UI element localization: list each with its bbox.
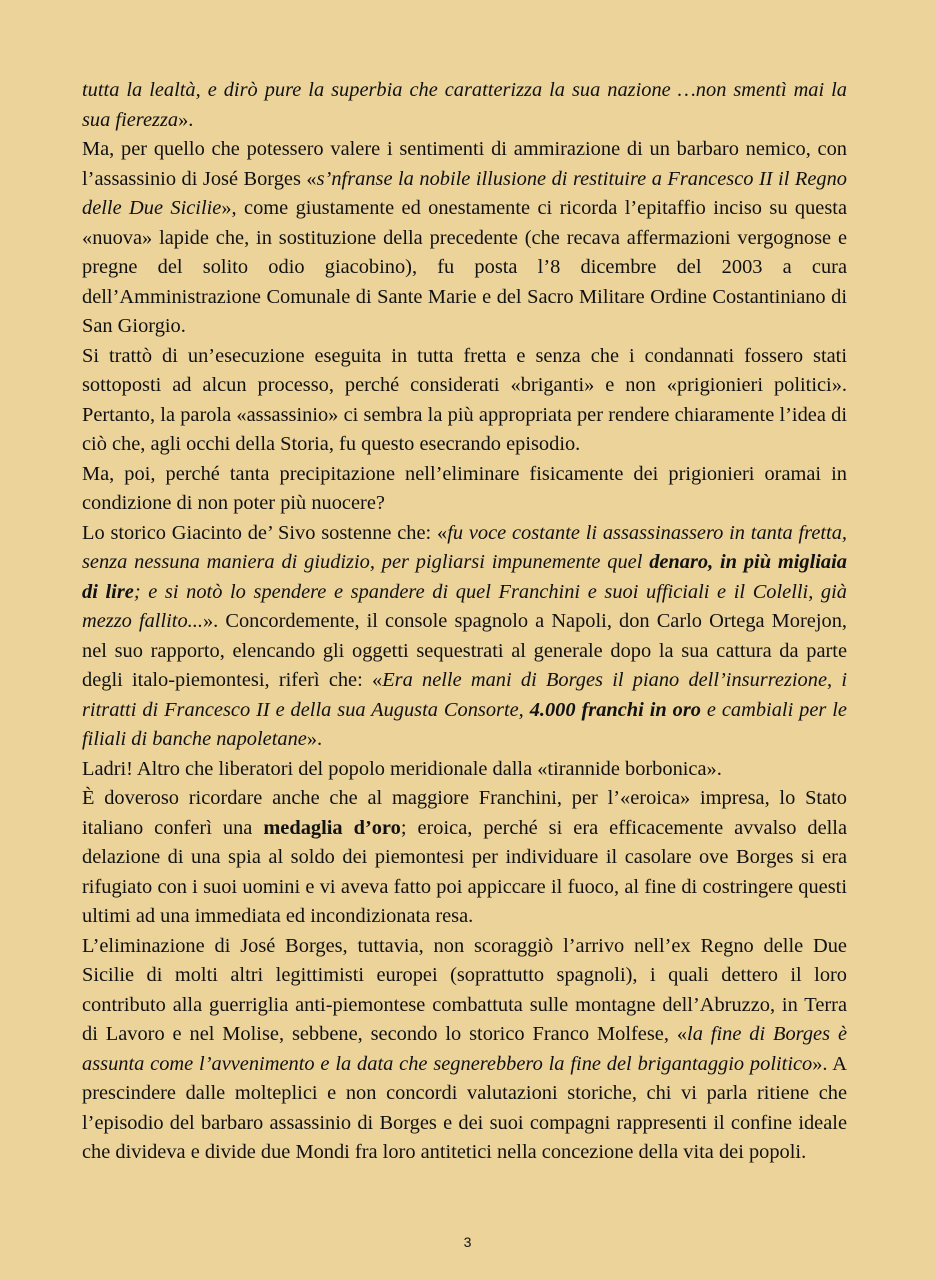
italic-quote-run: la fine di Borges è assunta come l’avvenimento e la data che segnerebbero la fine del brigantaggio politico xyxy=(82,1023,847,1075)
paragraph xyxy=(82,135,847,342)
italic-quote-run: ; e si notò lo spendere e spandere di quel Franchini e suoi ufficiali e il Colelli, già mezzo fallito... xyxy=(82,580,847,632)
page-number: 3 xyxy=(463,1234,472,1250)
text-run: ». xyxy=(306,728,323,750)
body-text xyxy=(82,76,847,1168)
text-run: Si trattò di un’esecuzione eseguita in tutta fretta e senza che i condannati fossero stati sottoposti ad alcun processo, perché considerati «briganti» e non «prigionieri politici». Pertanto, la parola «assassinio» ci sembra la più appropriata per rendere chiaramente l’idea di ciò che, agli occhi della Storia, fu questo esecrando episodio. xyxy=(82,344,847,455)
text-run: Lo storico Giacinto de’ Sivo sostenne che: « xyxy=(82,521,448,544)
text-run: È doveroso ricordare anche che al maggiore Franchini, per l’«eroica» impresa, lo Stato italiano conferì una xyxy=(82,787,847,839)
text-run: ». xyxy=(178,108,194,131)
italic-quote-run: tutta la lealtà, e dirò pure la superbia che caratterizza la sua nazione …non smentì mai la sua fierezza xyxy=(82,79,847,131)
paragraph xyxy=(82,784,847,932)
paragraph xyxy=(82,755,847,785)
italic-quote-run: fu voce costante li assassinassero in tanta fretta, senza nessuna maniera di giudizio, per pigliarsi impunemente quel xyxy=(82,521,848,573)
italic-quote-run: Era nelle mani di Borges il piano dell’insurrezione, i ritratti di Francesco II e della sua Augusta Consorte, xyxy=(82,669,847,721)
text-run: Ma, poi, perché tanta precipitazione nell’eliminare fisicamente dei prigionieri oramai in condizione di non poter più nuocere? xyxy=(82,462,847,514)
emphasis-run: medaglia d’oro xyxy=(263,816,401,839)
emphasis-run: denaro, in più migliaia di lire xyxy=(82,551,847,603)
paragraph xyxy=(82,76,847,135)
italic-quote-run: s’nfranse la nobile illusione di restituire a Francesco II il Regno delle Due Sicilie xyxy=(82,167,847,219)
paragraph xyxy=(82,342,847,460)
text-run: », come giustamente ed onestamente ci ricorda l’epitaffio inciso su questa «nuova» lapide che, in sostituzione della precedente (che recava affermazioni vergognose e pregne del solito odio giacobino), fu posta l’8 dicembre del 2003 a cura dell’Amministrazione Comunale di Sante Marie e del Sacro Militare Ordine Costantiniano di San Giorgio. xyxy=(82,197,848,337)
paragraph xyxy=(82,519,847,755)
text-run: Ladri! Altro che liberatori del popolo meridionale dalla «tirannide borbonica». xyxy=(82,757,722,780)
paragraph xyxy=(82,932,847,1168)
italic-quote-run: e cambiali per le filiali di banche napoletane xyxy=(82,698,847,750)
emphasis-run: 4.000 franchi in oro xyxy=(529,698,701,721)
text-run: L’eliminazione di José Borges, tuttavia, non scoraggiò l’arrivo nell’ex Regno delle Due Sicilie di molti altri legittimisti europei (soprattutto spagnoli), i quali dettero il loro contributo alla guerriglia anti-piemontese combattuta sulle montagne dell’Abruzzo, in Terra di Lavoro e nel Molise, sebbene, secondo lo storico Franco Molfese, « xyxy=(82,934,847,1045)
text-run: ». A prescindere dalle molteplici e non concordi valutazioni storiche, chi vi parla ritiene che l’episodio del barbaro assassinio di Borges e dei suoi compagni rappresenti il confine ideale che divideva e divide due Mondi fra loro antitetici nella concezione della vita dei popoli. xyxy=(82,1052,847,1163)
text-run: Ma, per quello che potessero valere i sentimenti di ammirazione di un barbaro nemico, con l’assassinio di José Borges « xyxy=(82,138,847,190)
text-run: ». Concordemente, il console spagnolo a Napoli, don Carlo Ortega Morejon, nel suo rapporto, elencando gli oggetti sequestrati al generale dopo la sua cattura da parte degli italo-piemontesi, riferì che: « xyxy=(82,610,847,691)
paragraph xyxy=(82,460,847,519)
text-run: ; eroica, perché si era efficacemente avvalso della delazione di una spia al soldo dei piemontesi per individuare il casolare ove Borges si era rifugiato con i suoi uomini e vi aveva fatto poi appiccare il fuoco, al fine di costringere questi ultimi ad una immediata ed incondizionata resa. xyxy=(82,816,848,927)
